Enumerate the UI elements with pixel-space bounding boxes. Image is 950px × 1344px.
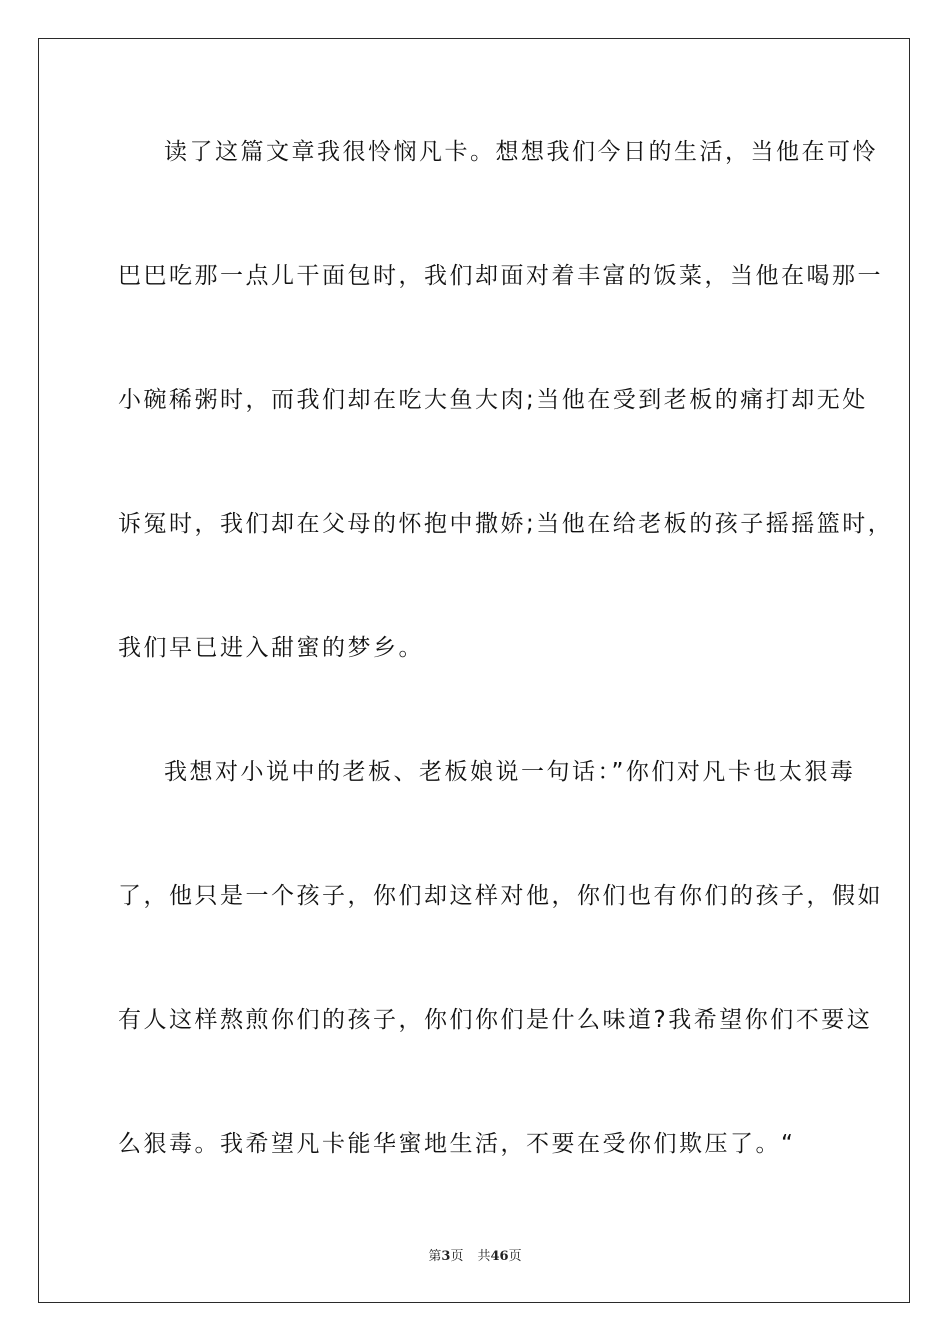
paragraph-line: 诉冤时，我们却在父母的怀抱中撒娇;当他在给老板的孩子摇摇篮时， [118,511,894,537]
paragraph-line: 巴巴吃那一点儿干面包时，我们却面对着丰富的饭菜，当他在喝那一 [118,263,883,289]
paragraph-line: 我想对小说中的老板、老板娘说一句话：”你们对凡卡也太狠毒 [164,759,856,785]
page-suffix: 页 [450,1249,464,1264]
total-pages: 46 [490,1249,509,1264]
paragraph-line: 读了这篇文章我很怜悯凡卡。想想我们今日的生活，当他在可怜 [164,139,878,165]
page-footer [0,1248,950,1266]
paragraph-line: 有人这样熬煎你们的孩子，你们你们是什么味道?我希望你们不要这 [118,1007,873,1033]
page-number: 3 [441,1249,451,1264]
paragraph-line: 么狠毒。我希望凡卡能华蜜地生活，不要在受你们欺压了。“ [118,1131,796,1157]
paragraph-line: 我们早已进入甜蜜的梦乡。 [118,635,424,661]
page-prefix: 第 [428,1249,442,1264]
paragraph-line: 了，他只是一个孩子，你们却这样对他，你们也有你们的孩子，假如 [118,883,883,909]
total-prefix: 共 [477,1249,491,1264]
page-border [38,38,910,1303]
paragraph-line: 小碗稀粥时，而我们却在吃大鱼大肉;当他在受到老板的痛打却无处 [118,387,868,413]
total-suffix: 页 [508,1249,522,1264]
